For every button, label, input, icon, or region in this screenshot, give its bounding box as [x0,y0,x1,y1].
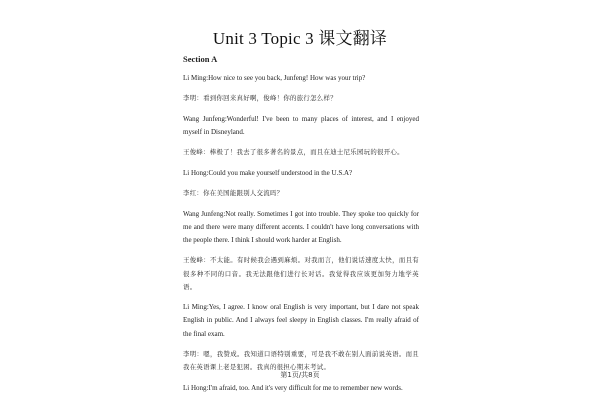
dialogue-line-zh: 王俊峰：不太能。有时候我会遇到麻烦。对我而言，他们说话速度太快，而且有很多种不同的口音。我无法跟他们进行长对话。我觉得我应该更加努力地学英语。 [183,256,419,291]
dialogue-line-en: Li Ming:Yes, I agree. I know oral English is very important, but I dare not speak English in public. And I always feel sleepy in English classes. I'm really afraid of the final exam. [183,303,419,338]
dialogue-line-zh: 李红：你在美国能跟别人交流吗？ [183,189,284,198]
document-title: Unit 3 Topic 3 课文翻译 [212,29,388,48]
section-heading: Section A [183,54,218,64]
dialogue-line-en: Wang Junfeng:Wonderful! I've been to many places of interest, and I enjoyed myself in Disneyland. [183,114,419,136]
dialogue-body [183,72,419,400]
dialogue-line-zh: 李明：看到你回来真好啊，俊峰！你的旅行怎么样？ [183,94,337,103]
page-number: 第1页/共8页 [280,371,320,379]
dialogue-line-zh: 李明：嗯，我赞成。我知道口语特别重要，可是我不敢在别人面前说英语。而且我在英语课上老是犯困。我真的很担心期末考试。 [183,349,419,372]
dialogue-line-en: Li Hong:I'm afraid, too. And it's very difficult for me to remember new words. [183,383,403,392]
dialogue-line-en: Li Hong:Could you make yourself understood in the U.S.A? [183,168,353,177]
dialogue-line-en: Wang Junfeng:Not really. Sometimes I got into trouble. They spoke too quickly for me and there were many different accents. I couldn't have long conversations with the people there. I think I should work harder at English. [183,209,419,244]
dialogue-line-en: Li Ming:How nice to see you back, Junfeng! How was your trip? [183,74,366,82]
dialogue-line-zh: 王俊峰：棒极了！我去了很多著名的景点，而且在迪士尼乐园玩的很开心。 [183,148,404,157]
